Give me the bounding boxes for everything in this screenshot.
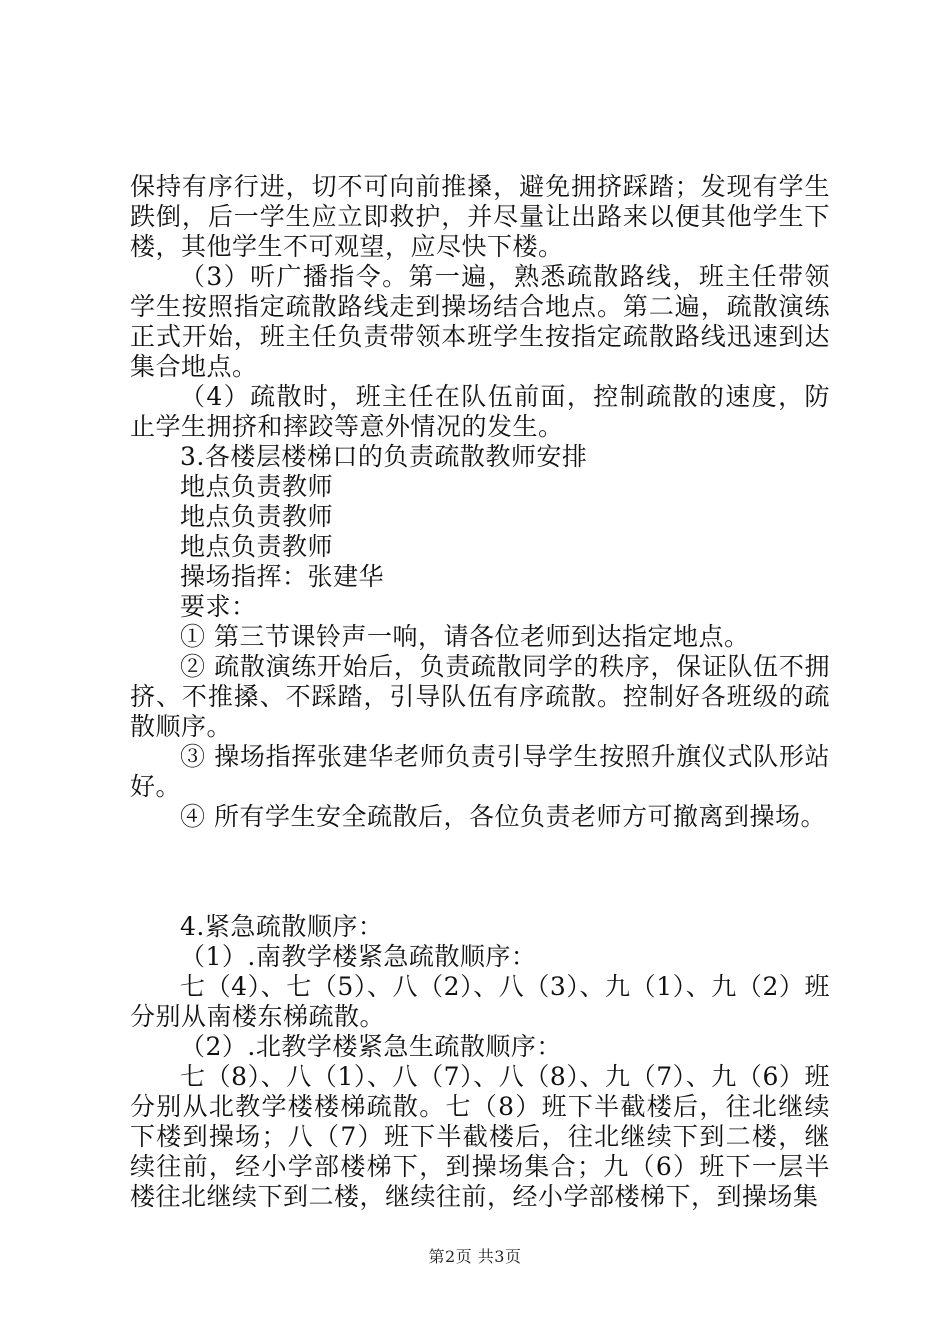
paragraph: （2）.北教学楼紧急生疏散顺序： [180, 1032, 562, 1061]
paragraph: 3.各楼层楼梯口的负责疏散教师安排 [180, 442, 588, 471]
paragraph: ① 第三节课铃声一响，请各位老师到达指定地点。 [180, 622, 750, 651]
paragraph: ④ 所有学生安全疏散后，各位负责老师方可撤离到操场。 [180, 802, 826, 831]
paragraph: ② 疏散演练开始后，负责疏散同学的秩序，保证队伍不拥挤、不推搡、不踩踏，引导队伍有序疏散。控制好各班级的疏散顺序。 [130, 652, 830, 741]
paragraph: ③ 操场指挥张建华老师负责引导学生按照升旗仪式队形站好。 [130, 742, 830, 801]
paragraph: 地点负责教师 [180, 502, 334, 531]
paragraph: 4.紧急疏散顺序： [180, 912, 384, 941]
paragraph: 七（8）、八（1）、八（7）、八（8）、九（7）、九（6）班分别从北教学楼楼梯疏散。七（8）班下半截楼后，往北继续下楼到操场；八（7）班下半截楼后，往北继续下到二楼，继续往前，经小学部楼梯下，到操场集合；九（6）班下一层半楼往北继续下到二楼，继续往前，经小学部楼梯下，到操场集 [130, 1062, 830, 1211]
blank-line [130, 857, 830, 887]
paragraph: 七（4）、七（5）、八（2）、八（3）、九（1）、九（2）班分别从南楼东梯疏散。 [130, 972, 830, 1031]
document-body [130, 172, 830, 1212]
paragraph: 地点负责教师 [180, 532, 334, 561]
page-footer: 第2页 共3页 [428, 1247, 522, 1266]
paragraph: 要求： [180, 592, 257, 621]
paragraph: （3）听广播指令。第一遍，熟悉疏散路线，班主任带领学生按照指定疏散路线走到操场结合地点。第二遍，疏散演练正式开始，班主任负责带领本班学生按指定疏散路线迅速到达集合地点。 [130, 262, 830, 381]
paragraph: 操场指挥：张建华 [180, 562, 385, 591]
paragraph: 保持有序行进，切不可向前推搡，避免拥挤踩踏；发现有学生跌倒，后一学生应立即救护，并尽量让出路来以便其他学生下楼，其他学生不可观望，应尽快下楼。 [130, 172, 830, 261]
paragraph: （4）疏散时，班主任在队伍前面，控制疏散的速度，防止学生拥挤和摔跤等意外情况的发生。 [130, 382, 830, 441]
paragraph: 地点负责教师 [180, 472, 334, 501]
paragraph: （1）.南教学楼紧急疏散顺序： [180, 942, 537, 971]
